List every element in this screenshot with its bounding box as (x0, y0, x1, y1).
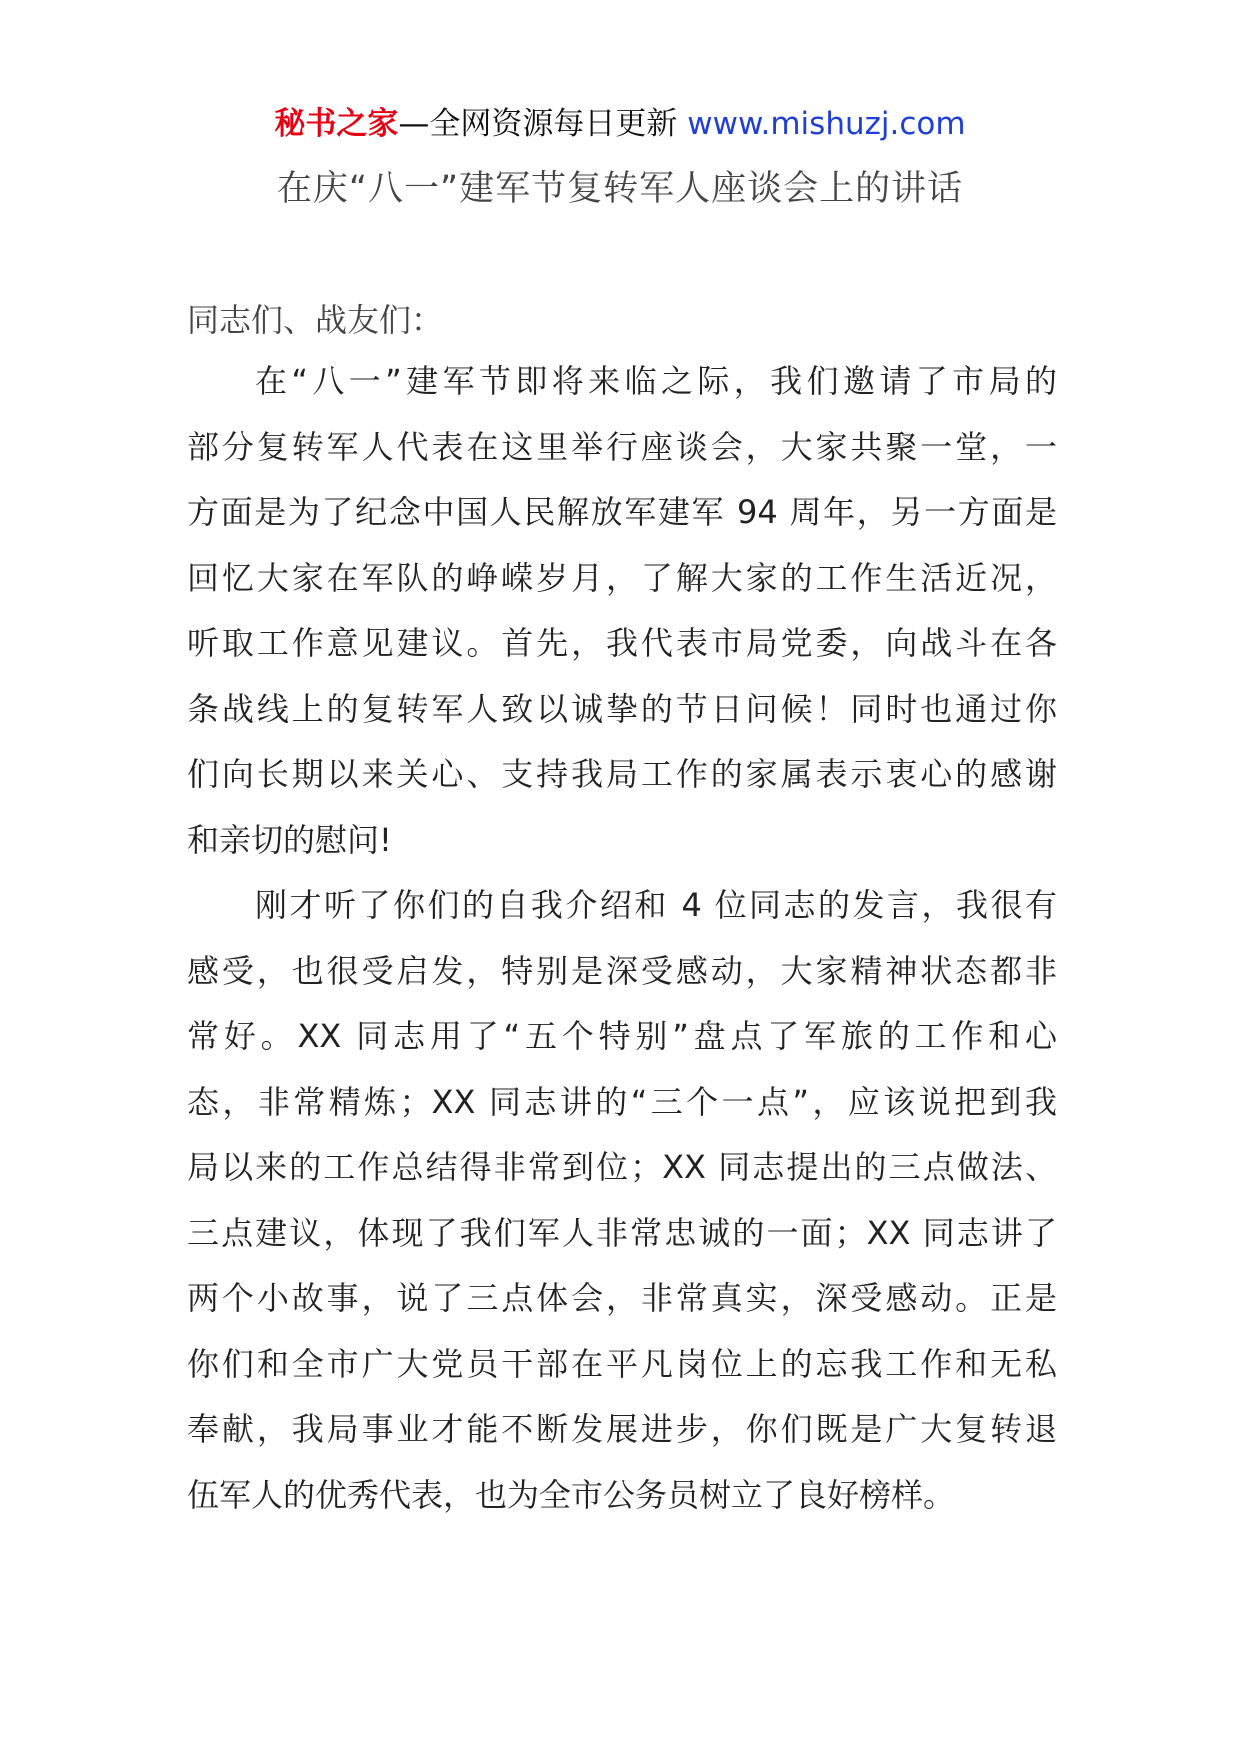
body-line: 条战线上的复转军人致以诚挚的节日问候！同时也通过你 (187, 689, 1057, 728)
body-line: 刚才听了你们的自我介绍和 4 位同志的发言，我很有 (255, 886, 1057, 924)
body-line: 回忆大家在军队的峥嵘岁月，了解大家的工作生活近况， (187, 558, 1057, 597)
header-tagline: —全网资源每日更新 (398, 106, 678, 142)
brand-name: 秘书之家 (274, 106, 399, 142)
site-header (0, 102, 1240, 146)
site-url-link[interactable]: www.mishuzj.com (687, 106, 966, 142)
body-line: 伍军人的优秀代表，也为全市公务员树立了良好榜样。 (187, 1475, 956, 1514)
body-line: 三点建议，体现了我们军人非常忠诚的一面；XX 同志讲了 (187, 1213, 1057, 1252)
body-line: 你们和全市广大党员干部在平凡岗位上的忘我工作和无私 (187, 1344, 1057, 1383)
body-line: 部分复转军人代表在这里举行座谈会，大家共聚一堂，一 (187, 427, 1057, 466)
body-line: 在“八一”建军节即将来临之际，我们邀请了市局的 (255, 362, 1057, 400)
body-line: 态，非常精炼；XX 同志讲的“三个一点”，应该说把到我 (187, 1082, 1057, 1121)
speech-body (187, 356, 1057, 1535)
body-line: 奉献，我局事业才能不断发展进步，你们既是广大复转退 (187, 1410, 1057, 1448)
body-line: 两个小故事，说了三点体会，非常真实，深受感动。正是 (187, 1279, 1057, 1317)
body-line: 常好。XX 同志用了“五个特别”盘点了军旅的工作和心 (187, 1017, 1057, 1055)
body-line: 局以来的工作总结得非常到位；XX 同志提出的三点做法、 (187, 1148, 1057, 1186)
body-line: 感受，也很受启发，特别是深受感动，大家精神状态都非 (187, 951, 1057, 990)
body-line: 和亲切的慰问! (187, 820, 392, 859)
document-title: 在庆“八一”建军节复转军人座谈会上的讲话 (276, 169, 964, 209)
body-line: 们向长期以来关心、支持我局工作的家属表示衷心的感谢 (187, 755, 1057, 793)
body-line: 听取工作意见建议。首先，我代表市局党委，向战斗在各 (187, 624, 1057, 662)
body-line: 方面是为了纪念中国人民解放军建军 94 周年，另一方面是 (187, 493, 1057, 531)
salutation: 同志们、战友们： (187, 301, 444, 339)
